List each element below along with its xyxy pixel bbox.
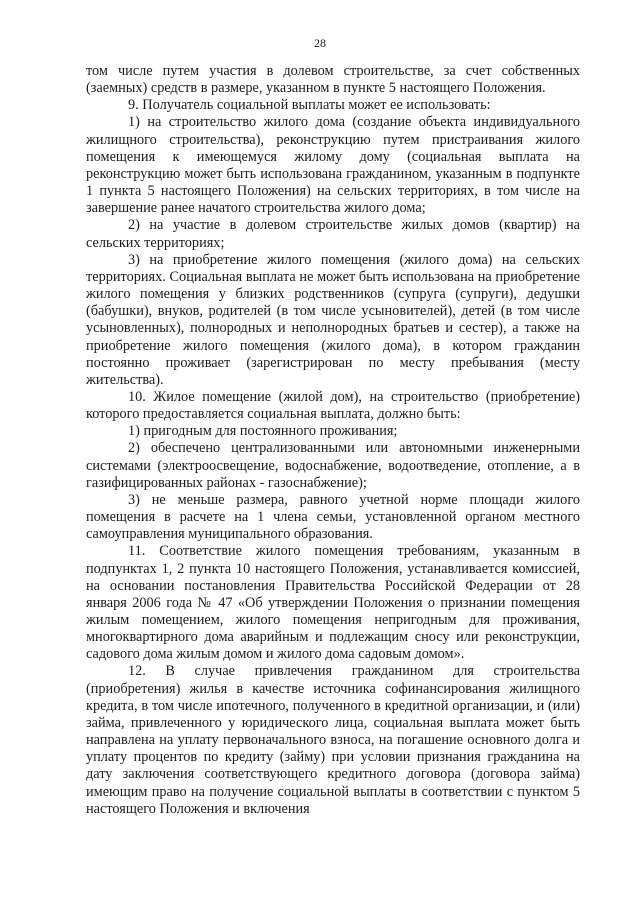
paragraph-10-item-1: 1) пригодным для постоянного проживания; — [128, 423, 398, 440]
paragraph-9-intro: 9. Получатель социальной выплаты может ее использовать: — [128, 97, 491, 114]
paragraph-10-item-3: 3) не меньше размера, равного учетной норме площади жилого помещения в расчете на 1 члена семьи, установленной органом местного самоуправления муниципального образования. — [86, 491, 580, 543]
page-number: 28 — [314, 36, 326, 50]
paragraph-11: 11. Соответствие жилого помещения требованиям, указанным в подпунктах 1, 2 пункта 10 настоящего Положения, устанавливается комиссией, на основании постановления Правительства Российской Федерации от 28 января 2006 года № 47 «Об утверждении Положения о признании помещения жилым помещением, жилого помещения непригодным для проживания, многоквартирного дома аварийным и подлежащим сносу или реконструкции, садового дома жилым домом и жилого дома садовым домом». — [86, 543, 580, 663]
paragraph-9-item-1: 1) на строительство жилого дома (создание объекта индивидуального жилищного строительства), реконструкцию путем пристраивания жилого помещения к имеющемуся жилому дому (социальная выплата на реконструкцию может быть использована гражданином, указанным в подпункте 1 пункта 5 настоящего Положения) на сельских территориях, в том числе на завершение ранее начатого строительства жилого дома; — [86, 114, 580, 217]
paragraph-10-intro: 10. Жилое помещение (жилой дом), на строительство (приобретение) которого предоставляется социальная выплата, должно быть: — [86, 388, 580, 423]
paragraph-12: 12. В случае привлечения гражданином для строительства (приобретения) жилья в качестве источника софинансирования жилищного кредита, в том числе ипотечного, полученного в кредитной организации, и (или) займа, привлеченного у юридического лица, социальная выплата может быть направлена на уплату первоначального взноса, на погашение основного долга и уплату процентов по кредиту (займу) при условии признания гражданина на дату заключения соответствующего кредитного договора (договора займа) имеющим право на получение социальной выплаты в соответствии с пунктом 5 настоящего Положения и включения — [86, 663, 580, 817]
paragraph-9-item-3: 3) на приобретение жилого помещения (жилого дома) на сельских территориях. Социальная выплата не может быть использована на приобретение жилого помещения у близких родственников (супруга (супруги), дедушки (бабушки), внуков, родителей (в том числе усыновителей), детей (в том числе усыновленных), полнородных и неполнородных братьев и сестер), а также на приобретение жилого помещения (жилого дома), в котором гражданин постоянно проживает (зарегистрирован по месту пребывания (месту жительства). — [86, 251, 580, 388]
paragraph-10-item-2: 2) обеспечено централизованными или автономными инженерными системами (электроосвещение, водоснабжение, водоотведение, отопление, а в газифицированных районах - газоснабжение); — [86, 440, 580, 491]
document-body — [86, 63, 580, 818]
paragraph-continuation: том числе путем участия в долевом строительстве, за счет собственных (заемных) средств в размере, указанном в пункте 5 настоящего Положения. — [86, 63, 580, 97]
paragraph-9-item-2: 2) на участие в долевом строительстве жилых домов (квартир) на сельских территориях; — [86, 217, 580, 251]
